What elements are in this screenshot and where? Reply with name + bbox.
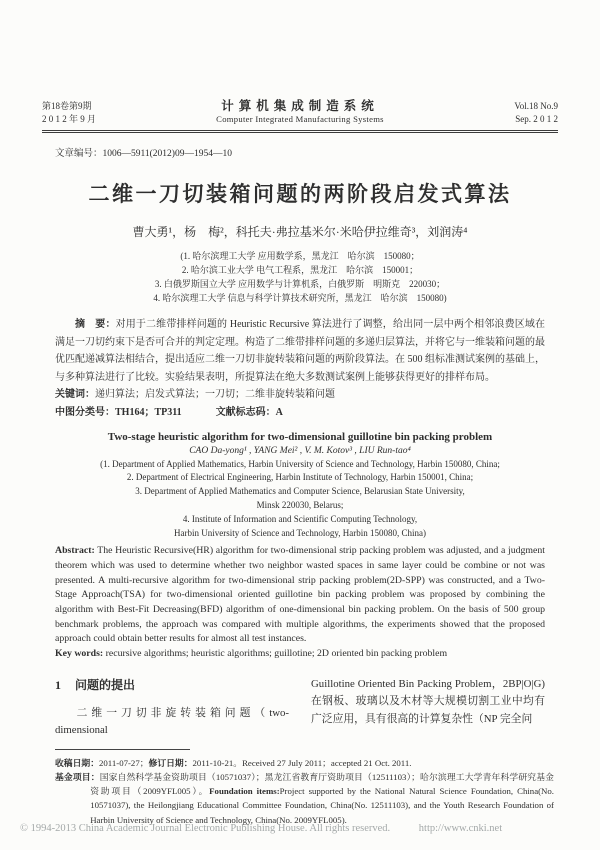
- left-column-paragraph: 二维一刀切非旋转装箱问题（two-dimensional: [55, 706, 289, 737]
- section-1-heading: [55, 676, 289, 693]
- document-code: 文献标志码：A: [215, 406, 283, 418]
- footnotes: [55, 756, 554, 827]
- section-1-title: 问题的提出: [75, 677, 136, 692]
- clc-number: 中图分类号：TH164；TP311: [55, 406, 182, 418]
- journal-name-en: Computer Integrated Manufacturing Systems: [216, 114, 384, 124]
- header-double-rule: [42, 130, 558, 134]
- abstract-zh-text: 对用于二维带排样问题的 Heuristic Recursive 算法进行了调整，给出同一层中两个相邻浪费区域在满足一刀切约束下是否可合并的判定定理。构造了二维带排样问题的多递归层算法，并将它与一维装箱问题的最优匹配递减算法相结合，提出适应二维一刀切非旋转装箱问题的两阶段算法。在 500 组标准测试案例的基础上，与多种算法进行了比较。实验结果表明，所提算法在绝大多数测试案例上能够获得更好的排样布局。: [55, 319, 546, 383]
- keywords-zh-label: 关键词：: [55, 389, 95, 401]
- fund-text-en: Project supported by the National Natural Science Foundation, China(No. 10571037), the Heilongjiang Educational Committee Foundation, China(No. 12511103), and the Youth Research Foundation of Harbin University of Science and Technology, China(No. 2009YFL005).: [90, 786, 554, 825]
- abstract-zh-paragraph: [55, 316, 545, 386]
- affiliation-zh-2: 2. 哈尔滨工业大学 电气工程系，黑龙江 哈尔滨 150001；: [181, 265, 419, 275]
- affiliation-zh-3: 3. 白俄罗斯国立大学 应用数学与计算机系，白俄罗斯 明斯克 220030；: [154, 279, 446, 289]
- fund-label-zh: 基金项目：: [55, 771, 100, 782]
- keywords-en-label: Key words:: [55, 647, 104, 659]
- revised-value: 2011-10-21。: [192, 757, 243, 768]
- paper-title-zh: 二维一刀切装箱问题的两阶段启发式算法: [88, 182, 512, 206]
- affiliations-zh: [42, 249, 558, 305]
- affiliation-en-6: Harbin University of Science and Technology, Harbin 150080, China): [173, 527, 427, 538]
- received-value: 2011-07-27；: [99, 757, 149, 768]
- abstract-zh: [55, 316, 545, 386]
- affiliation-en-3: 3. Department of Applied Mathematics and Computer Science, Belarusian State University,: [135, 486, 465, 497]
- journal-name-zh: 计算机集成制造系统: [221, 99, 379, 113]
- clc-line: [55, 404, 545, 422]
- abstract-en: [55, 544, 545, 647]
- keywords-zh-line: [55, 386, 545, 404]
- foundation-items-line: [55, 770, 554, 827]
- keywords-en-line: [55, 647, 545, 662]
- right-column: [311, 676, 545, 740]
- body-columns: [55, 676, 545, 740]
- section-1-number: 1: [55, 677, 61, 692]
- revised-label: 修订日期：: [148, 757, 193, 768]
- received-dates-en: Received 27 July 2011；accepted 21 Oct. 2011.: [242, 757, 412, 768]
- received-dates-line: [55, 756, 554, 770]
- journal-volume-issue-en: [448, 100, 558, 125]
- left-column: [55, 676, 289, 740]
- fund-text-zh: 国家自然科学基金资助项目（10571037）；黑龙江省教育厅资助项目（12511103）；哈尔滨理工大学青年科学研究基金资助项目（2009YFL005）。: [90, 771, 554, 797]
- cnki-watermark: [20, 823, 502, 834]
- affiliations-en: [42, 458, 558, 541]
- affiliation-zh-1: (1. 哈尔滨理工大学 应用数学系，黑龙江 哈尔滨 150080；: [180, 251, 420, 261]
- abstract-zh-label: 摘 要：: [75, 319, 116, 330]
- abstract-en-text: The Heuristic Recursive(HR) algorithm for two-dimensional strip packing problem was adjusted, and a judgment theorem which was used to determine whether two neighbor wasted spaces in same layer could be combine or not was presented. A multi-recursive algorithm for two-dimensional strip packing problem(2D-SPP) was constructed, and a Two-Stage Approach(TSA) for two-dimensional oriented guillotine bin packing problem was proposed by combining the algorithm with Best-Fit Decreasing(BFD) algorithm of one-dimensional bin packing problem. On the basis of 500 group benchmark problems, the approach was compared with multiple algorithms, the experiments showed that the proposed approach could obtain better results for almost all test instances.: [55, 545, 546, 645]
- abstract-en-label: Abstract:: [55, 545, 95, 557]
- date-en: Sep. 2 0 1 2: [515, 113, 558, 124]
- right-column-paragraph: Guillotine Oriented Bin Packing Problem，2BP|O|G)在钢板、玻璃以及木材等大规模切割工业中均有广泛应用，具有很高的计算复杂性（NP 完全问: [311, 677, 545, 725]
- volume-issue-en: Vol.18 No.9: [514, 101, 558, 111]
- affiliation-en-1: (1. Department of Applied Mathematics, Harbin University of Science and Technology, Harbin 150080, China;: [100, 458, 500, 469]
- fund-label-en: Foundation items:: [209, 786, 280, 797]
- cnki-url: http://www.cnki.net: [418, 823, 503, 834]
- affiliation-en-4: Minsk 220030, Belarus;: [256, 499, 344, 510]
- affiliation-en-5: 4. Institute of Information and Scientific Computing Technology,: [182, 513, 418, 524]
- journal-volume-issue-zh: [42, 100, 152, 125]
- date-zh: 2 0 1 2 年 9 月: [42, 113, 97, 124]
- volume-issue-zh: 第18卷第9期: [42, 101, 92, 111]
- authors-en: CAO Da-yong¹ , YANG Mei² , V. M. Kotov³ , LIU Run-tao⁴: [189, 445, 411, 456]
- article-number: 文章编号：1006—5911(2012)09—1954—10: [55, 149, 232, 159]
- paper-title-en: Two-stage heuristic algorithm for two-dimensional guillotine bin packing problem: [107, 430, 493, 443]
- authors-zh: 曹大勇¹，杨 梅²，科托夫·弗拉基米尔·米哈伊拉维奇³，刘润涛⁴: [132, 225, 468, 239]
- keywords-en-text: recursive algorithms; heuristic algorithms; guillotine; 2D oriented bin packing problem: [105, 647, 448, 659]
- journal-name-block: [152, 100, 448, 126]
- keywords-zh-text: 递归算法；启发式算法；一刀切；二维非旋转装箱问题: [95, 389, 335, 401]
- affiliation-en-2: 2. Department of Electrical Engineering, Harbin Institute of Technology, Harbin 150001, China;: [126, 472, 474, 483]
- journal-header: [42, 100, 558, 126]
- footnote-rule: [55, 749, 190, 750]
- received-label: 收稿日期：: [55, 757, 99, 768]
- copyright-text: © 1994-2013 China Academic Journal Electronic Publishing House. All rights reserved.: [20, 823, 391, 834]
- affiliation-zh-4: 4. 哈尔滨理工大学 信息与科学计算技术研究所，黑龙江 哈尔滨 150080): [153, 293, 447, 303]
